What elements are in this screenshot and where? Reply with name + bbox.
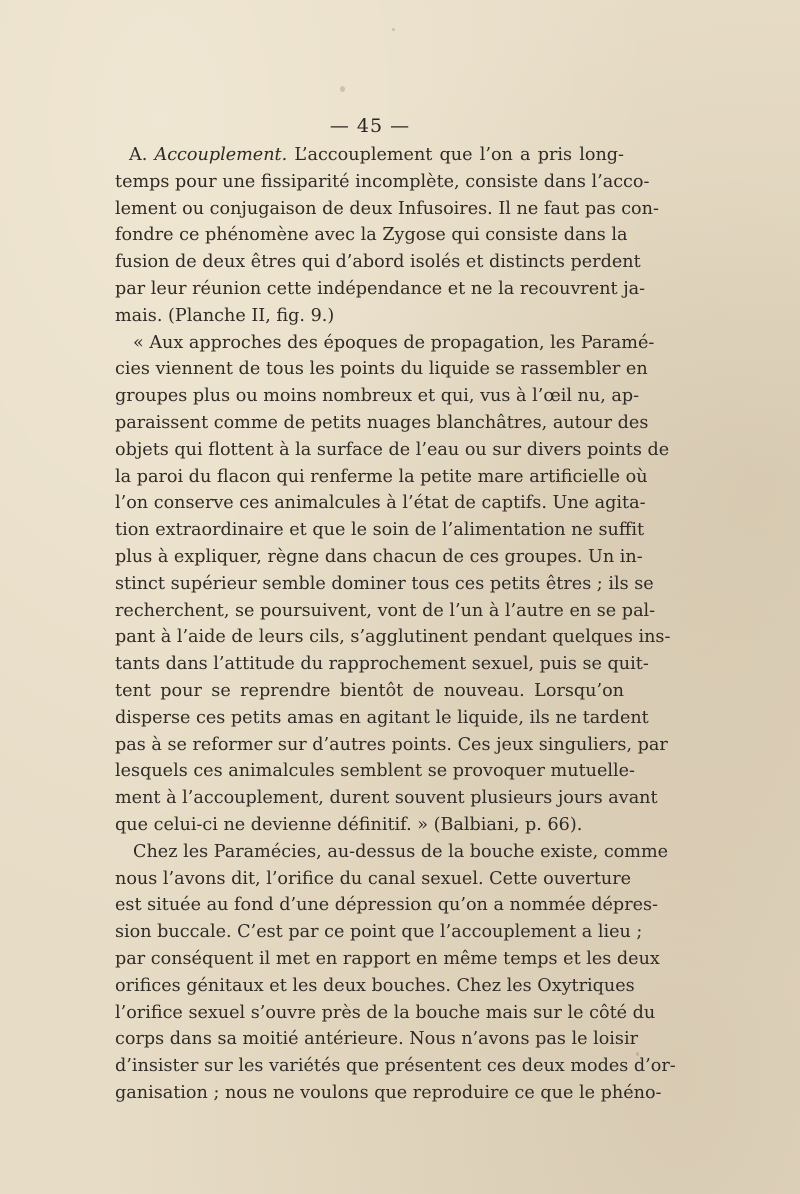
text-line: Chez les Paramécies, au-dessus de la bouche existe, comme [133, 841, 669, 862]
text-line: fusion de deux êtres qui d’abord isolés et distincts perdent [115, 252, 641, 273]
text-line: sion buccale. C’est par ce point que l’accouplement a lieu ; [115, 922, 643, 943]
text-line: ment à l’accouplement, durent souvent plusieurs jours avant [115, 788, 658, 809]
text-line: est située au fond d’une dépression qu’on a nommée dépres- [115, 895, 658, 916]
text-line: l’on conserve ces animalcules à l’état de captifs. Une agita- [115, 493, 646, 514]
text-line: cies viennent de tous les points du liquide se rassembler en [115, 359, 648, 380]
text-line: groupes plus ou moins nombreux et qui, vus à l’œil nu, ap- [115, 386, 640, 407]
text-line: lement ou conjugaison de deux Infusoires. Il ne faut pas con- [115, 198, 659, 219]
text-line: stinct supérieur semble dominer tous ces petits êtres ; ils se [115, 573, 654, 594]
text-line: pant à l’aide de leurs cils, s’agglutinent pendant quelques ins- [115, 627, 671, 648]
text-line: orifices génitaux et les deux bouches. Chez les Oxytriques [115, 975, 635, 996]
text-line: mais. (Planche II, fig. 9.) [115, 305, 335, 326]
text-line: la paroi du flacon qui renferme la petite mare artificielle où [115, 466, 648, 487]
text-line: corps dans sa moitié antérieure. Nous n’avons pas le loisir [115, 1029, 639, 1050]
text-line: plus à expliquer, règne dans chacun de ces groupes. Un in- [115, 546, 643, 567]
text-line: fondre ce phénomène avec la Zygose qui consiste dans la [115, 225, 628, 246]
text-line: tants dans l’attitude du rapprochement sexuel, puis se quit- [115, 654, 649, 675]
section-title: Accouplement. [154, 145, 288, 165]
text-line: que celui-ci ne devienne définitif. » (Balbiani, p. 66). [115, 814, 583, 835]
text-line: nous l’avons dit, l’orifice du canal sexuel. Cette ouverture [115, 868, 632, 889]
text-line: tent pour se reprendre bientôt de nouveau. Lorsqu’on [115, 680, 624, 701]
text-line: l’orifice sexuel s’ouvre près de la bouche mais sur le côté du [115, 1002, 656, 1023]
text-line-content: L’accouplement que l’on a pris long- [287, 145, 624, 165]
body-text [115, 142, 676, 1107]
text-line [115, 142, 624, 169]
text-line: lesquels ces animalcules semblent se provoquer mutuelle- [115, 761, 635, 782]
page-number: — 45 — [329, 115, 411, 137]
text-line: pas à se reformer sur d’autres points. Ces jeux singuliers, par [115, 734, 668, 755]
text-line: « Aux approches des époques de propagation, les Paramé- [133, 332, 655, 353]
text-line: temps pour une fissiparité incomplète, consiste dans l’acco- [115, 171, 650, 192]
text-line: objets qui flottent à la surface de l’eau ou sur divers points de [115, 439, 670, 460]
paper-speck [340, 86, 345, 92]
text-line: paraissent comme de petits nuages blanchâtres, autour des [115, 412, 649, 433]
text-line: par leur réunion cette indépendance et ne la recouvrent ja- [115, 278, 646, 299]
text-line: par conséquent il met en rapport en même temps et les deux [115, 948, 660, 969]
section-letter: A. [129, 145, 155, 165]
text-line: tion extraordinaire et que le soin de l’alimentation ne suffit [115, 520, 645, 541]
text-line: ganisation ; nous ne voulons que reproduire ce que le phéno- [115, 1082, 662, 1103]
paper-speck [392, 28, 395, 31]
text-line: recherchent, se poursuivent, vont de l’un à l’autre en se pal- [115, 600, 656, 621]
text-line: d’insister sur les variétés que présentent ces deux modes d’or- [115, 1056, 676, 1077]
text-line: disperse ces petits amas en agitant le liquide, ils ne tardent [115, 707, 649, 728]
